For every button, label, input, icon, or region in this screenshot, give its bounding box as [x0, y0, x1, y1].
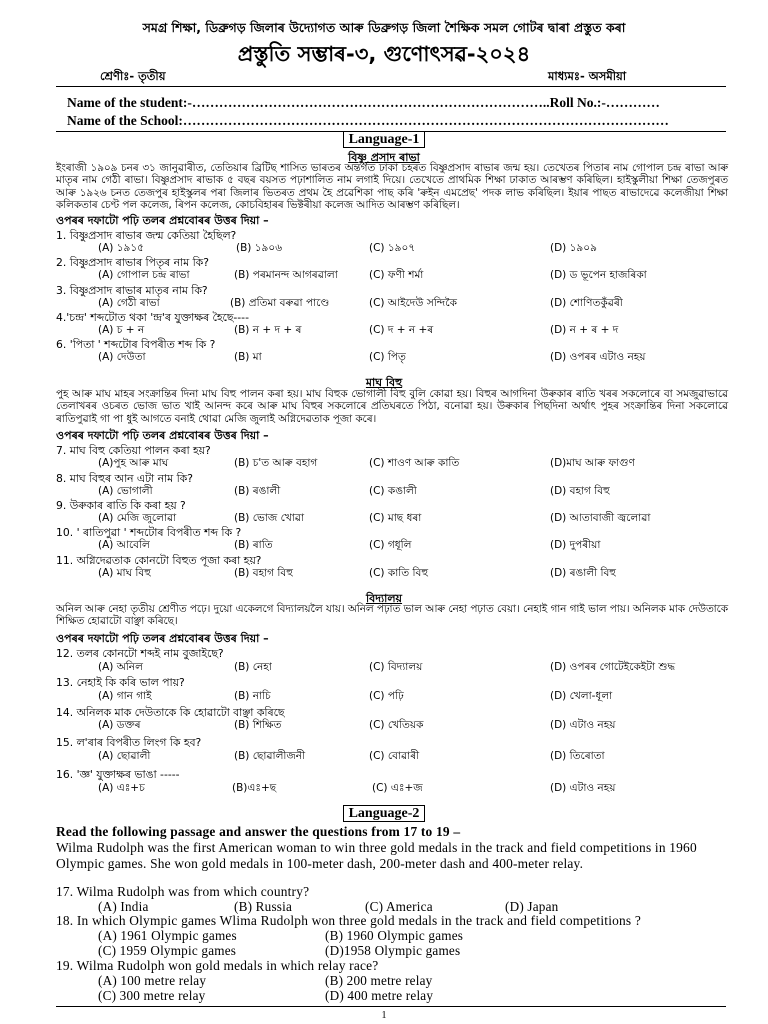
option-c: (C) ফণী শৰ্মা: [369, 269, 424, 281]
option-b: (B) ন + দ + ৰ: [234, 324, 302, 336]
option-a: (A) ভোগালী: [98, 485, 153, 497]
option-b: (B) পৰমানন্দ আগৰৱালা: [234, 269, 338, 281]
section-instruction: ওপৰৰ দফাটো পঢ়ি তলৰ প্ৰশ্নবোৰৰ উত্তৰ দিয়া –: [56, 429, 269, 442]
class-label: শ্ৰেণীঃ- তৃতীয়: [100, 69, 166, 83]
option-b: (B) নাচি: [234, 690, 271, 702]
option-a: (A) অনিল: [98, 661, 143, 673]
option-a: (A) দেউতা: [98, 351, 146, 363]
option-a: (A) India: [98, 899, 149, 914]
option-c: (C) এঃ+জ: [372, 782, 423, 794]
language-1-heading: Language-1: [0, 131, 768, 148]
option-a: (A) গেঠী ৰাভা: [98, 297, 160, 309]
option-c: (C) 1959 Olympic games: [98, 943, 237, 958]
option-b: (B) চ'ত আৰু বহাগ: [234, 457, 318, 469]
option-d: (D) ওপৰৰ এটাও নহয়: [550, 351, 646, 363]
question-1: 1. বিষ্ণুপ্ৰসাদ ৰাভাৰ জন্ম কেতিয়া হৈছিল?: [56, 229, 237, 242]
option-c: (C) আইদেউ সন্দিকৈ: [369, 297, 457, 309]
option-c: (C) কাতি বিহু: [369, 567, 429, 579]
option-b: (B)এঃ+ছ: [232, 782, 277, 794]
option-c: (C) গধূলি: [369, 539, 412, 551]
option-c: (C) পঢ়ি: [369, 690, 404, 702]
option-c: (C) বিদ্যালয়: [369, 661, 423, 673]
question-10: 10. ' ৰাতিপুৱা ' শব্দটোৰ বিপৰীত শব্দ কি ?: [56, 526, 242, 539]
medium-label: মাধ্যমঃ- অসমীয়া: [548, 69, 627, 83]
english-instruction: Read the following passage and answer the questions from 17 to 19 –: [56, 824, 461, 839]
option-b: (B) ৰঙালী: [234, 485, 281, 497]
option-c: (C) America: [365, 899, 433, 914]
option-d: (D) এটাও নহয়: [550, 782, 616, 794]
option-d: (D) 400 metre relay: [325, 988, 434, 1003]
option-b: (B) ভোজ খোৱা: [234, 512, 304, 524]
option-a: (A) গোপাল চন্দ্ৰ ৰাভা: [98, 269, 190, 281]
question-12: 12. তলৰ কোনটো শব্দই নাম বুজাইছে?: [56, 647, 224, 660]
question-4: 4.'চন্দ্ৰ' শব্দটোত থকা 'ন্দ্ৰ'ৰ যুক্তাক্ষৰ হৈছে----: [56, 311, 249, 324]
question-11: 11. অগ্নিদেৱতাক কোনটো বিহুত পূজা কৰা হয়?: [56, 554, 262, 567]
option-d: (D) আতাবাজী জ্বলোৱা: [550, 512, 651, 524]
option-a: (A) 1961 Olympic games: [98, 928, 237, 943]
option-d: (D) শোণিতকুঁৱৰী: [550, 297, 623, 309]
option-b: (B) শিক্ষিত: [234, 719, 282, 731]
option-b: (B) মা: [234, 351, 262, 363]
option-c: (C) দ + ন +ৰ: [369, 324, 434, 336]
page-title: প্ৰস্তুতি সম্ভাৰ-৩, গুণোৎসৱ-২০২৪: [237, 42, 531, 66]
question-7: 7. মাঘ বিহু কেতিয়া পালন কৰা হয়?: [56, 444, 211, 457]
option-a: (A)পুহ আৰু মাঘ: [98, 457, 169, 469]
question-19: 19. Wilma Rudolph won gold medals in which relay race?: [56, 958, 379, 973]
question-6: 6. 'পিতা ' শব্দটোৰ বিপৰীত শব্দ কি ?: [56, 338, 216, 351]
section-instruction: ওপৰৰ দফাটো পঢ়ি তলৰ প্ৰশ্নবোৰৰ উত্তৰ দিয়া –: [56, 214, 269, 227]
option-d: (D) ন + ৰ + দ: [550, 324, 619, 336]
option-b: (B) বহাগ বিহু: [234, 567, 293, 579]
option-b: (B) ১৯০৬: [236, 242, 283, 254]
option-c: (C) শাওণ আৰু কাতি: [369, 457, 460, 469]
question-2: 2. বিষ্ণুপ্ৰসাদ ৰাভাৰ পিতৃৰ নাম কি?: [56, 256, 209, 269]
option-a: (A) ডক্তৰ: [98, 719, 141, 731]
section-title-bishnu-rabha: বিষ্ণু প্ৰসাদ ৰাভা: [348, 151, 420, 164]
option-d: (D)মাঘ আৰু ফাগুণ: [550, 457, 635, 469]
section-instruction: ওপৰৰ দফাটো পঢ়ি তলৰ প্ৰশ্নবোৰৰ উত্তৰ দিয়া –: [56, 632, 269, 645]
option-d: (D) ১৯০৯: [550, 242, 597, 254]
question-8: 8. মাঘ বিহুৰ আন এটা নাম কি?: [56, 472, 193, 485]
option-c: (C) পিতৃ: [369, 351, 406, 363]
passage-wilma-rudolph: Wilma Rudolph was the first American woman to win three gold medals in the track and field competitions in 1960 Olympic games. She won gold medals in 100-meter dash, 200-meter dash and 400-meter relay.: [56, 840, 697, 872]
passage-bishnu-rabha: ইংৰাজী ১৯০৯ চনৰ ৩১ জানুৱাৰীত, তেতিয়াৰ ব্ৰিটিছ শাসিত ভাৰতৰ অন্তৰ্গত ঢাকা চহৰত বিষ্ণুপ্ৰসাদ ৰাভাৰ জন্ম হয়। তেখেতৰ পিতাৰ নাম গোপাল চন্দ্ৰ ৰাভা আৰু মাতৃৰ নাম গেঠী ৰাভা। বিষ্ণুপ্ৰসাদ ৰাভাক ৫ বছৰ বয়সত পঢ়াশালিত নাম লগাই দিয়ে। তেখেতে প্ৰাথমিক শিক্ষা ঢাকাত আৰম্ভণ কৰিছিল। হাইস্কুলীয়া শিক্ষা তেজপুৰত আৰু ১৯২৬ চনত তেজপুৰ হাইস্কুলৰ পৰা জিলাৰ ভিতৰত প্ৰথম হৈ প্ৰৱেশিকা পাছ কৰি 'ৰুইন এমপ্ৰেছ' পদক লাভ কৰিছিল। ইয়াৰ পাছত ৰাভাদেৱে কলেজীয়া শিক্ষা কলিকতাৰ চেণ্ট পল কলেজ, ৰিপন কলেজ, কোচবিহাৰৰ ভিক্টৰীয়া কলেজ আদিত আৰম্ভণ কৰিছিল।: [56, 162, 728, 212]
option-c: (C) ১৯০৭: [369, 242, 416, 254]
footer-rule: [56, 1006, 726, 1007]
page-number: 1: [381, 1010, 387, 1021]
option-b: (B) 200 metre relay: [325, 973, 433, 988]
question-16: 16. 'জ্ঞ' যুক্তাক্ষৰ ভাঙা -----: [56, 768, 180, 781]
option-c: (C) 300 metre relay: [98, 988, 206, 1003]
passage-school: অনিল আৰু নেহা তৃতীয় শ্ৰেণীত পঢ়ে। দুয়ো একেলগে বিদ্যালয়লৈ যায়। অনিল পঢ়াত ভাল আৰু নেহা পঢ়াত বেয়া। নেহাই গান গাই ভাল পায়। অনিলক মাক দেউতাকে শিক্ষিত হোৱাটো বাঞ্ছা কৰিছে।: [56, 603, 728, 628]
question-14: 14. অনিলক মাক দেউতাকে কি হোৱাটো বাঞ্ছা কৰিছে: [56, 706, 285, 719]
option-d: (D) তিৰোতা: [550, 750, 605, 762]
question-13: 13. নেহাই কি কৰি ভাল পায়?: [56, 676, 185, 689]
option-b: (B) ছোৱালীজনী: [234, 750, 306, 762]
option-d: (D)1958 Olympic games: [325, 943, 461, 958]
option-a: (A) চ + ন: [98, 324, 145, 336]
question-17: 17. Wilma Rudolph was from which country?: [56, 884, 310, 899]
option-d: (D) Japan: [505, 899, 559, 914]
option-c: (C) বোৱাৰী: [369, 750, 420, 762]
option-b: (B) Russia: [234, 899, 293, 914]
option-a: (A) আবেলি: [98, 539, 150, 551]
question-18: 18. In which Olympic games Wlima Rudolph won three gold medals in the track and field competitions ?: [56, 913, 642, 928]
option-b: (B) প্ৰতিমা বৰুৱা পাণ্ডে: [230, 297, 330, 309]
option-d: (D) বহাগ বিহু: [550, 485, 610, 497]
section-title-magh-bihu: মাঘ বিহু: [365, 376, 403, 389]
option-a: (A) 100 metre relay: [98, 973, 207, 988]
option-d: (D) ওপৰৰ গোটেইকেইটা শুদ্ধ: [550, 661, 676, 673]
option-a: (A) মেজি জুলোৱা: [98, 512, 177, 524]
school-name-line: Name of the School:………………………………………………………………………………………………: [67, 113, 669, 128]
option-a: (A) গান গাই: [98, 690, 152, 702]
student-name-line: Name of the student:-……………………………………………………………………..Roll No.:-…………: [67, 95, 660, 110]
option-d: (D) এটাও নহয়: [550, 719, 616, 731]
section-title-school: বিদ্যালয়: [365, 592, 403, 605]
header-organisation-line: সমগ্ৰ শিক্ষা, ডিব্ৰুগড় জিলাৰ উদ্যোগত আৰু ডিব্ৰুগড় জিলা শৈক্ষিক সমল গোটৰ দ্বাৰা প্ৰস্তুত কৰা: [142, 20, 626, 35]
option-a: (A) মাঘ বিহু: [98, 567, 151, 579]
option-d: (D) ৰঙালী বিহু: [550, 567, 616, 579]
option-d: (D) ড ভূপেন হাজৰিকা: [550, 269, 647, 281]
option-a: (A) ছোৱালী: [98, 750, 151, 762]
option-b: (B) 1960 Olympic games: [325, 928, 464, 943]
language-2-heading: Language-2: [0, 805, 768, 822]
option-c: (C) খেতিয়ক: [369, 719, 424, 731]
option-b: (B) নেহা: [234, 661, 272, 673]
passage-magh-bihu: পুহ আৰু মাঘ মাহৰ সংক্ৰান্তিৰ দিনা মাঘ বিহু পালন কৰা হয়। মাঘ বিহুক ভোগালী বিহু বুলি কোৱা হয়। বিহুৰ আগদিনা উৰুকাৰ ৰাতি খৰৰ সকলোৰে বা সমজুৱাভাৱে তেলাখৰৰ ওচৰত ভোজ ভাত খাই আনন্দ কৰে আৰু মাঘ বিহুৰ সকলোৰে প্ৰতিঘৰতে পিঠা, বনোৱা হয়। উৰুকাৰ পিছদিনা অৰ্থাৎ পুহৰ সংক্ৰান্তিৰ দিনা সকলোৱে ৰাতিপুৱাই গা পা ধুই আগতে বনাই থোৱা মেজি জুলাই অগ্নিদেৱতাক পূজা কৰে।: [56, 388, 728, 425]
question-15: 15. ল'ৰাৰ বিপৰীত লিংগ কি হব?: [56, 736, 202, 749]
option-d: (D) দুপৰীয়া: [550, 539, 601, 551]
option-a: (A) ১৯১৫: [98, 242, 144, 254]
option-c: (C) কঙালী: [369, 485, 417, 497]
option-b: (B) ৰাতি: [234, 539, 273, 551]
option-a: (A) এঃ+চ: [98, 782, 145, 794]
option-c: (C) মাছ ধৰা: [369, 512, 422, 524]
option-d: (D) খেলা-ধূলা: [550, 690, 613, 702]
question-3: 3. বিষ্ণুপ্ৰসাদ ৰাভাৰ মাতৃৰ নাম কি?: [56, 284, 208, 297]
question-9: 9. উৰুকাৰ ৰাতি কি কৰা হয় ?: [56, 499, 186, 512]
